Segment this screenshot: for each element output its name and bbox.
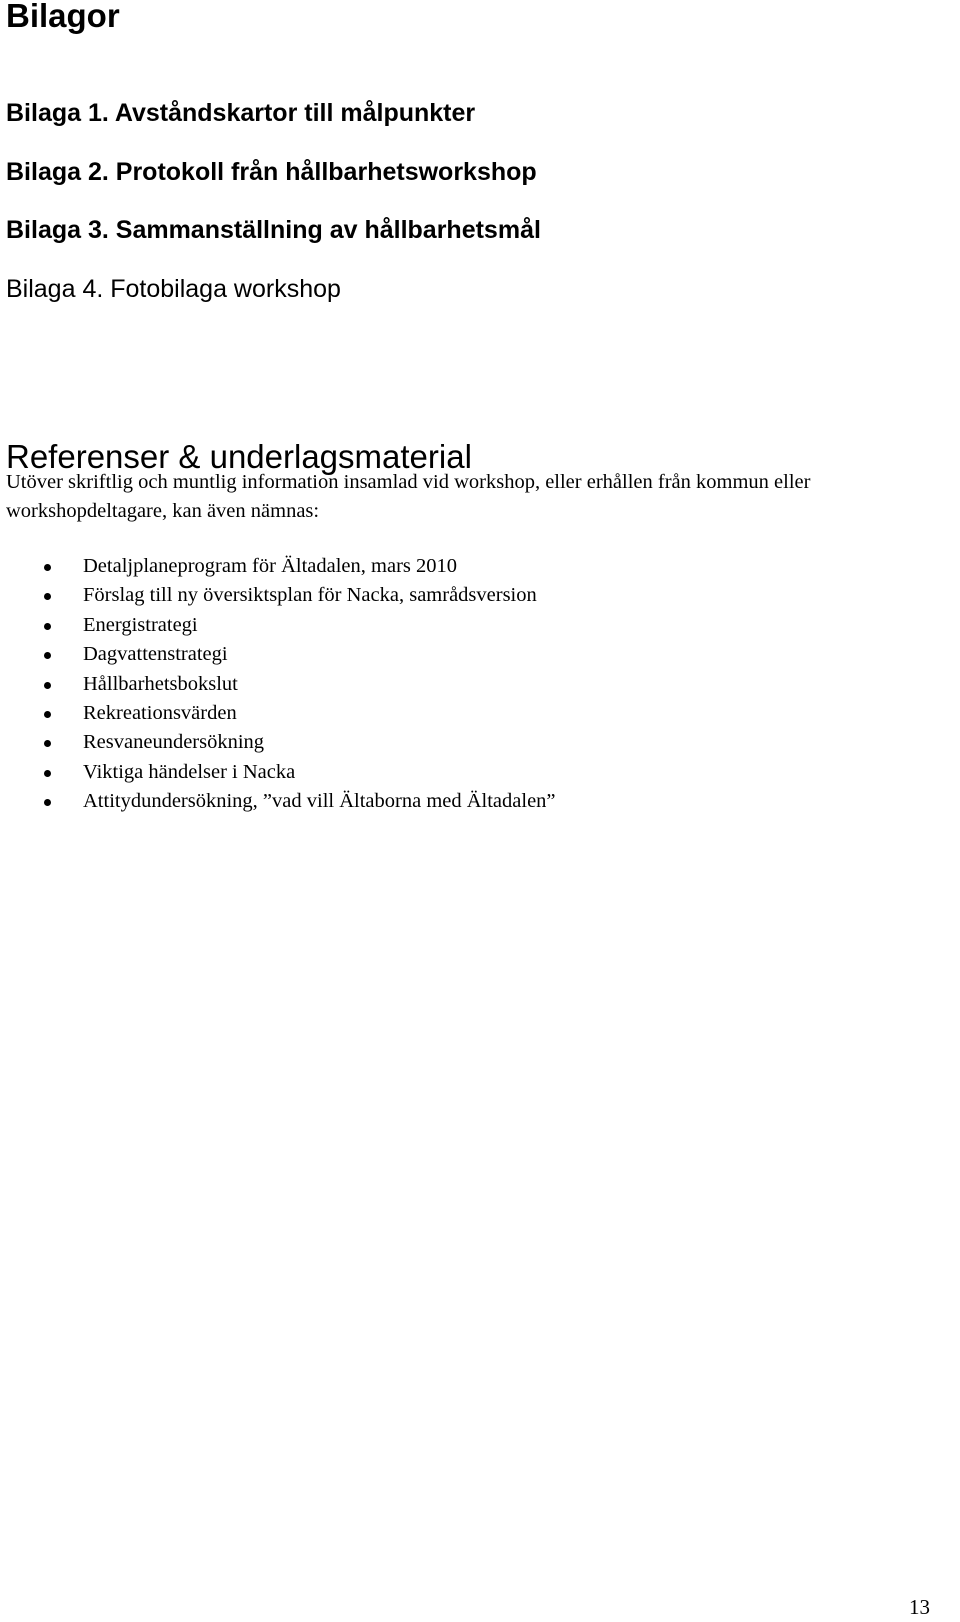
attachment-item-4: Bilaga 4. Fotobilaga workshop xyxy=(6,274,341,303)
reference-label: Attitydundersökning, ”vad vill Ältaborna med Ältadalen” xyxy=(83,790,556,813)
bullet-icon xyxy=(44,593,51,600)
reference-label: Rekreationsvärden xyxy=(83,701,237,724)
attachments-list xyxy=(6,96,541,330)
bullet-icon xyxy=(44,564,51,571)
attachment-item-1: Bilaga 1. Avståndskartor till målpunkter xyxy=(6,99,476,127)
attachment-item-2: Bilaga 2. Protokoll från hållbarhetsworkshop xyxy=(6,157,537,186)
bullet-icon xyxy=(44,799,51,806)
bullet-icon xyxy=(44,711,51,718)
reference-label: Energistrategi xyxy=(83,613,198,636)
reference-label: Resvaneundersökning xyxy=(83,731,265,754)
page-title: Bilagor xyxy=(6,0,120,34)
bullet-icon xyxy=(44,623,51,630)
references-heading: Referenser & underlagsmaterial xyxy=(6,438,472,475)
bullet-icon xyxy=(44,770,51,777)
page-number: 13 xyxy=(909,1595,930,1619)
bullet-icon xyxy=(44,740,51,747)
reference-label: Dagvattenstrategi xyxy=(83,643,228,666)
reference-label: Förslag till ny översiktsplan för Nacka, samrådsversion xyxy=(83,584,537,607)
reference-label: Detaljplaneprogram för Ältadalen, mars 2010 xyxy=(83,555,457,577)
attachment-item-3: Bilaga 3. Sammanställning av hållbarhetsmål xyxy=(6,216,541,244)
references-intro: Utöver skriftlig och muntlig information insamlad vid workshop, eller erhållen från kommun eller workshopdeltagare, kan även nämnas: xyxy=(6,471,811,522)
bullet-icon xyxy=(44,652,51,659)
bullet-icon xyxy=(44,682,51,689)
reference-label: Viktiga händelser i Nacka xyxy=(83,760,296,783)
reference-label: Hållbarhetsbokslut xyxy=(83,672,238,695)
